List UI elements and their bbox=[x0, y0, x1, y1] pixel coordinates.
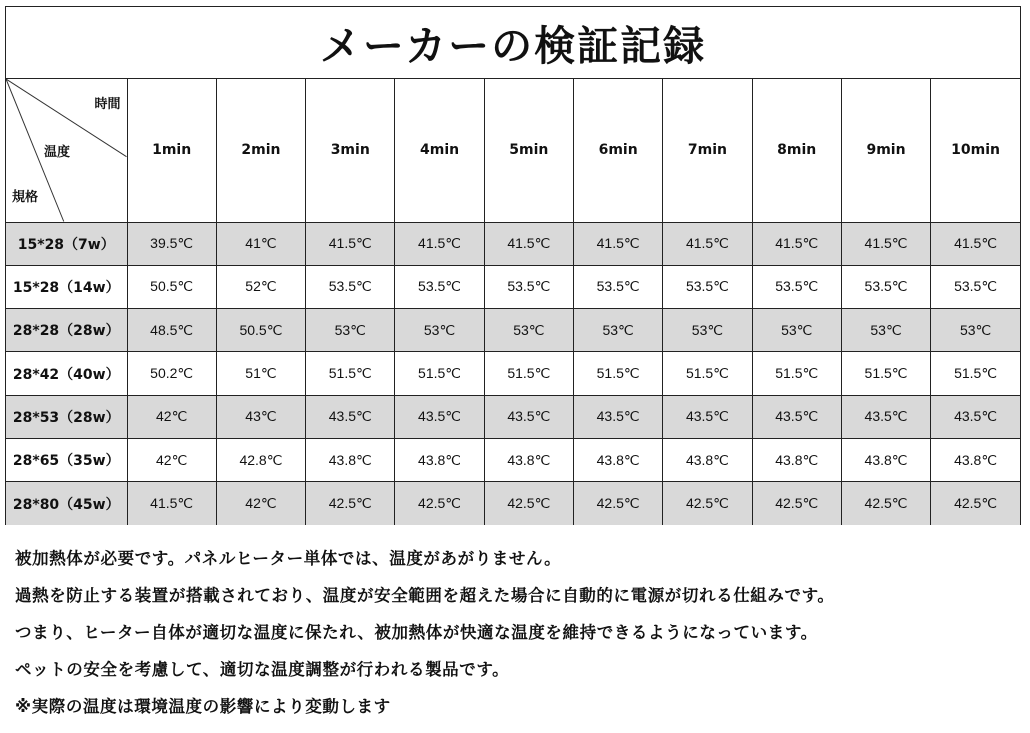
temperature-cell: 42.5℃ bbox=[306, 482, 395, 525]
page-title: メーカーの検証記録 bbox=[6, 7, 1020, 79]
temperature-cell: 42℃ bbox=[216, 482, 305, 525]
temperature-cell: 43.5℃ bbox=[306, 395, 395, 438]
temperature-cell: 51.5℃ bbox=[395, 352, 484, 395]
temperature-cell: 42.5℃ bbox=[752, 482, 841, 525]
temperature-cell: 39.5℃ bbox=[127, 222, 216, 265]
temperature-cell: 41.5℃ bbox=[484, 222, 573, 265]
temperature-table bbox=[6, 79, 1020, 525]
temperature-cell: 53℃ bbox=[306, 309, 395, 352]
temperature-cell: 51.5℃ bbox=[484, 352, 573, 395]
corner-label-time: 時間 bbox=[94, 97, 121, 112]
temperature-cell: 41.5℃ bbox=[395, 222, 484, 265]
temperature-cell: 42.5℃ bbox=[931, 482, 1020, 525]
temperature-cell: 51.5℃ bbox=[931, 352, 1020, 395]
table-row bbox=[6, 438, 1020, 481]
time-header-6: 6min bbox=[573, 79, 662, 222]
temperature-cell: 41.5℃ bbox=[931, 222, 1020, 265]
time-header-3: 3min bbox=[306, 79, 395, 222]
note-line-5: ※実際の温度は環境温度の影響により変動します bbox=[15, 697, 391, 716]
spec-cell: 28*65（35w） bbox=[6, 438, 127, 481]
temperature-cell: 41℃ bbox=[216, 222, 305, 265]
temperature-cell: 48.5℃ bbox=[127, 309, 216, 352]
temperature-cell: 43.8℃ bbox=[573, 438, 662, 481]
temperature-cell: 53℃ bbox=[663, 309, 752, 352]
temperature-cell: 41.5℃ bbox=[841, 222, 930, 265]
time-header-10: 10min bbox=[931, 79, 1020, 222]
temperature-cell: 43.5℃ bbox=[752, 395, 841, 438]
temperature-cell: 43℃ bbox=[216, 395, 305, 438]
temperature-cell: 51.5℃ bbox=[306, 352, 395, 395]
spec-cell: 15*28（7w） bbox=[6, 222, 127, 265]
corner-label-spec: 規格 bbox=[12, 190, 39, 205]
spec-cell: 28*53（28w） bbox=[6, 395, 127, 438]
spec-cell: 28*80（45w） bbox=[6, 482, 127, 525]
temperature-cell: 53.5℃ bbox=[841, 265, 930, 308]
table-row bbox=[6, 395, 1020, 438]
table-row bbox=[6, 222, 1020, 265]
temperature-cell: 43.8℃ bbox=[484, 438, 573, 481]
temperature-cell: 53.5℃ bbox=[395, 265, 484, 308]
time-header-1: 1min bbox=[127, 79, 216, 222]
temperature-cell: 43.5℃ bbox=[573, 395, 662, 438]
time-header-5: 5min bbox=[484, 79, 573, 222]
temperature-cell: 42℃ bbox=[127, 395, 216, 438]
note-line-1: 被加熱体が必要です。パネルヒーター単体では、温度があがりません。 bbox=[15, 549, 562, 568]
temperature-cell: 53.5℃ bbox=[752, 265, 841, 308]
table-row bbox=[6, 265, 1020, 308]
note-line-2: 過熱を防止する装置が搭載されており、温度が安全範囲を超えた場合に自動的に電源が切れる仕組みです。 bbox=[15, 586, 835, 605]
spec-cell: 28*42（40w） bbox=[6, 352, 127, 395]
temperature-cell: 53℃ bbox=[752, 309, 841, 352]
temperature-cell: 43.5℃ bbox=[931, 395, 1020, 438]
time-header-4: 4min bbox=[395, 79, 484, 222]
table-row bbox=[6, 482, 1020, 525]
corner-label-temperature: 温度 bbox=[44, 145, 71, 160]
note-line-3: つまり、ヒーター自体が適切な温度に保たれ、被加熱体が快適な温度を維持できるようになっています。 bbox=[15, 623, 818, 642]
corner-header-cell bbox=[6, 79, 127, 222]
table-row bbox=[6, 309, 1020, 352]
temperature-cell: 52℃ bbox=[216, 265, 305, 308]
spec-cell: 28*28（28w） bbox=[6, 309, 127, 352]
time-header-8: 8min bbox=[752, 79, 841, 222]
temperature-cell: 41.5℃ bbox=[663, 222, 752, 265]
time-header-2: 2min bbox=[216, 79, 305, 222]
temperature-cell: 53℃ bbox=[841, 309, 930, 352]
table-row bbox=[6, 352, 1020, 395]
temperature-cell: 43.8℃ bbox=[752, 438, 841, 481]
temperature-cell: 43.8℃ bbox=[841, 438, 930, 481]
temperature-cell: 42.5℃ bbox=[395, 482, 484, 525]
temperature-cell: 51.5℃ bbox=[841, 352, 930, 395]
temperature-cell: 53℃ bbox=[484, 309, 573, 352]
temperature-cell: 43.8℃ bbox=[306, 438, 395, 481]
temperature-cell: 43.5℃ bbox=[663, 395, 752, 438]
verification-sheet bbox=[5, 6, 1021, 525]
temperature-cell: 51.5℃ bbox=[752, 352, 841, 395]
temperature-cell: 43.5℃ bbox=[841, 395, 930, 438]
temperature-cell: 41.5℃ bbox=[127, 482, 216, 525]
note-line-4: ペットの安全を考慮して、適切な温度調整が行われる製品です。 bbox=[15, 660, 510, 679]
temperature-cell: 43.8℃ bbox=[395, 438, 484, 481]
temperature-cell: 41.5℃ bbox=[752, 222, 841, 265]
temperature-cell: 43.8℃ bbox=[663, 438, 752, 481]
temperature-cell: 51.5℃ bbox=[573, 352, 662, 395]
time-header-9: 9min bbox=[841, 79, 930, 222]
temperature-cell: 43.5℃ bbox=[395, 395, 484, 438]
temperature-cell: 43.5℃ bbox=[484, 395, 573, 438]
temperature-cell: 51.5℃ bbox=[663, 352, 752, 395]
temperature-cell: 50.5℃ bbox=[216, 309, 305, 352]
spec-cell: 15*28（14w） bbox=[6, 265, 127, 308]
temperature-cell: 42.5℃ bbox=[663, 482, 752, 525]
temperature-cell: 53℃ bbox=[395, 309, 484, 352]
time-header-7: 7min bbox=[663, 79, 752, 222]
temperature-cell: 53.5℃ bbox=[306, 265, 395, 308]
notes-section bbox=[15, 540, 1020, 725]
temperature-cell: 51℃ bbox=[216, 352, 305, 395]
temperature-cell: 42℃ bbox=[127, 438, 216, 481]
temperature-cell: 42.5℃ bbox=[484, 482, 573, 525]
temperature-cell: 50.5℃ bbox=[127, 265, 216, 308]
temperature-cell: 53℃ bbox=[573, 309, 662, 352]
temperature-cell: 53.5℃ bbox=[573, 265, 662, 308]
temperature-cell: 41.5℃ bbox=[306, 222, 395, 265]
temperature-cell: 41.5℃ bbox=[573, 222, 662, 265]
temperature-cell: 42.5℃ bbox=[841, 482, 930, 525]
temperature-cell: 42.8℃ bbox=[216, 438, 305, 481]
temperature-cell: 53℃ bbox=[931, 309, 1020, 352]
table-body bbox=[6, 79, 1020, 525]
temperature-cell: 43.8℃ bbox=[931, 438, 1020, 481]
temperature-cell: 53.5℃ bbox=[663, 265, 752, 308]
temperature-cell: 50.2℃ bbox=[127, 352, 216, 395]
temperature-cell: 42.5℃ bbox=[573, 482, 662, 525]
header-row bbox=[6, 79, 1020, 222]
temperature-cell: 53.5℃ bbox=[484, 265, 573, 308]
temperature-cell: 53.5℃ bbox=[931, 265, 1020, 308]
